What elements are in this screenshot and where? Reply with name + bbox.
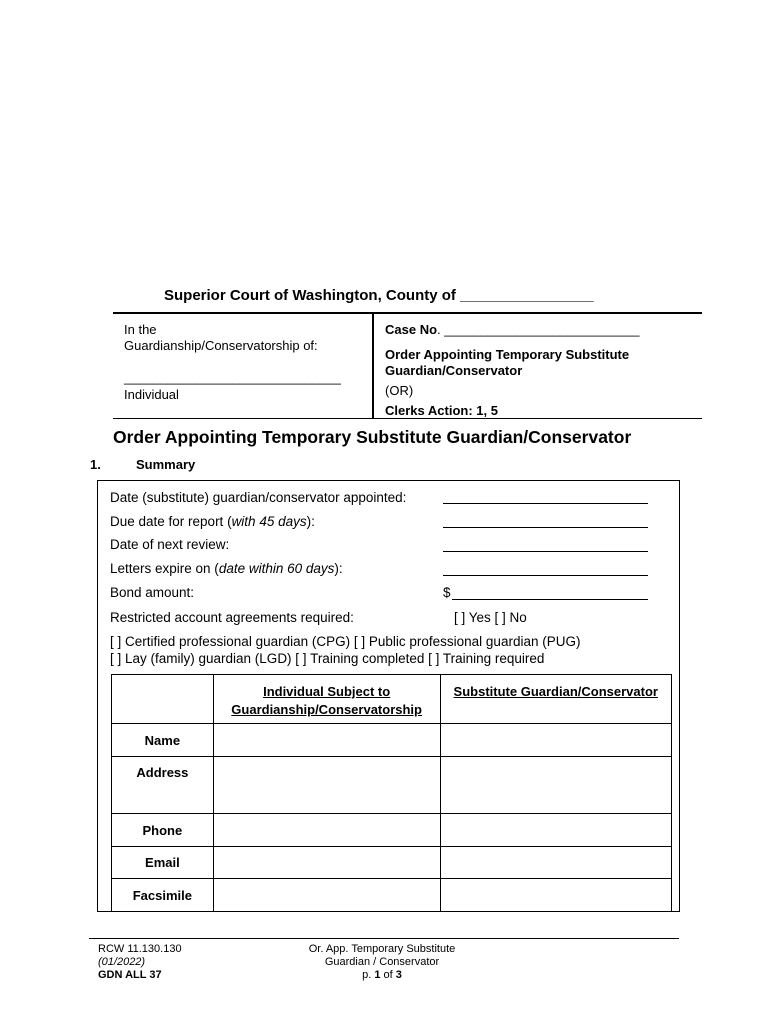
bond-amount-blank[interactable] — [452, 599, 648, 600]
footer-rcw: RCW 11.130.130 — [98, 943, 182, 955]
individual-label: Individual — [124, 387, 179, 402]
section-title: Summary — [136, 457, 196, 472]
due-date-label: Due date for report (with 45 days): — [110, 514, 315, 529]
date-appointed-blank[interactable] — [443, 503, 648, 504]
row-label-name: Name — [112, 724, 214, 757]
date-appointed-label: Date (substitute) guardian/conservator appointed: — [110, 490, 407, 505]
footer-page-number: p. 1 of 3 — [362, 969, 402, 981]
page-title: Order Appointing Temporary Substitute Guardian/Conservator — [113, 427, 632, 447]
row-label-address: Address — [112, 757, 214, 814]
table-header-empty — [112, 675, 214, 724]
footer-title-line1: Or. App. Temporary Substitute — [308, 943, 456, 955]
case-number-field[interactable] — [385, 322, 639, 338]
caption-in-the: In the — [124, 322, 157, 337]
section-number: 1. — [90, 457, 101, 472]
individual-email-cell[interactable] — [213, 847, 440, 879]
guardian-name-cell[interactable] — [440, 724, 671, 757]
caption-order-title-line2: Guardian/Conservator — [385, 363, 523, 378]
footer-date: (01/2022) — [98, 956, 146, 968]
letters-expire-label: Letters expire on (date within 60 days): — [110, 561, 343, 576]
due-date-blank[interactable] — [443, 527, 648, 528]
guardian-phone-cell[interactable] — [440, 814, 671, 847]
row-label-email: Email — [112, 847, 214, 879]
letters-expire-blank[interactable] — [443, 575, 648, 576]
table-row — [112, 757, 672, 814]
caption-divider — [372, 313, 374, 419]
clerks-action: Clerks Action: 1, 5 — [385, 403, 498, 418]
row-label-facsimile: Facsimile — [112, 879, 214, 912]
next-review-label: Date of next review: — [110, 537, 230, 552]
row-label-phone: Phone — [112, 814, 214, 847]
individual-address-cell[interactable] — [213, 757, 440, 814]
case-no-blank: . ___________________________ — [437, 322, 640, 337]
guardian-address-cell[interactable] — [440, 757, 671, 814]
table-header-individual: Individual Subject to Guardianship/Conservatorship — [213, 675, 440, 724]
restricted-yes-no[interactable]: [ ] Yes [ ] No — [454, 610, 527, 625]
individual-name-blank[interactable]: ______________________________ — [124, 370, 341, 385]
or-label: (OR) — [385, 383, 414, 398]
guardian-type-line1[interactable]: [ ] Certified professional guardian (CPG) [ ] Public professional guardian (PUG) — [110, 634, 581, 649]
guardian-type-line2[interactable]: [ ] Lay (family) guardian (LGD) [ ] Training completed [ ] Training required — [110, 651, 545, 666]
individual-fax-cell[interactable] — [213, 879, 440, 912]
guardian-fax-cell[interactable] — [440, 879, 671, 912]
court-title: Superior Court of Washington, County of ________________ — [164, 287, 594, 304]
dollar-sign: $ — [443, 585, 451, 600]
individual-name-cell[interactable] — [213, 724, 440, 757]
guardian-email-cell[interactable] — [440, 847, 671, 879]
next-review-blank[interactable] — [443, 551, 648, 552]
contact-table — [111, 674, 672, 912]
footer-title-line2: Guardian / Conservator — [324, 956, 440, 968]
table-row — [112, 847, 672, 879]
caption-top-rule — [113, 312, 702, 314]
caption-guardianship-of: Guardianship/Conservatorship of: — [124, 338, 318, 353]
table-row — [112, 724, 672, 757]
restricted-accounts-label: Restricted account agreements required: — [110, 610, 354, 625]
caption-order-title-line1: Order Appointing Temporary Substitute — [385, 347, 630, 362]
individual-phone-cell[interactable] — [213, 814, 440, 847]
footer-form-id: GDN ALL 37 — [98, 969, 162, 981]
table-header-row — [112, 675, 672, 724]
bond-amount-label: Bond amount: — [110, 585, 195, 600]
table-row — [112, 879, 672, 912]
case-no-label: Case No — [385, 322, 438, 337]
table-row — [112, 814, 672, 847]
table-header-substitute: Substitute Guardian/Conservator — [440, 675, 671, 724]
footer-rule — [89, 938, 679, 939]
